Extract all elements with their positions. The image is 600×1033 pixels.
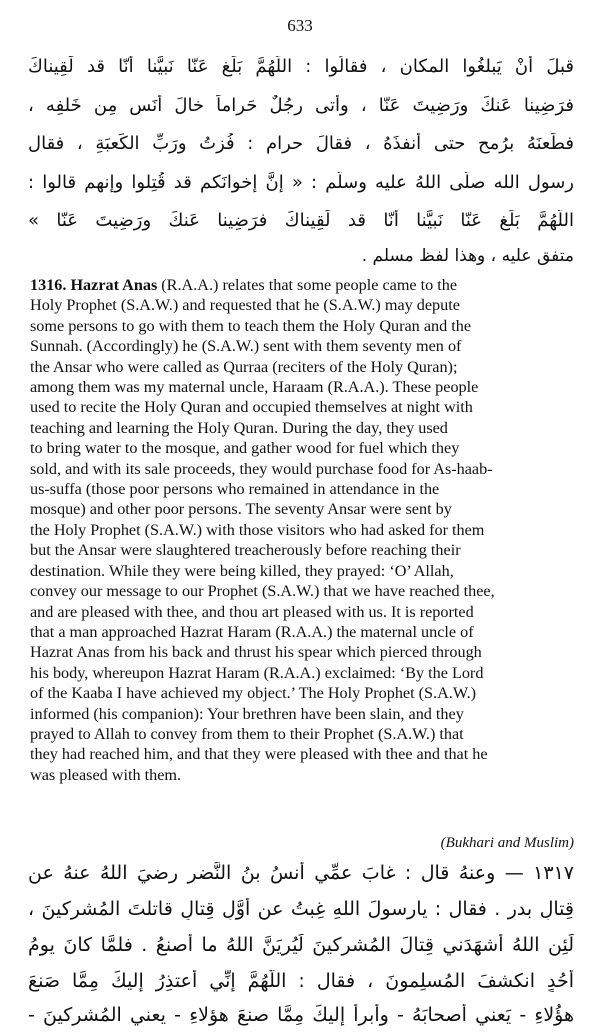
english-line: and are pleased with thee, and thou art pleased with us. It is reported: [30, 602, 474, 621]
arabic-top-line-5: اللّهُمَّ بَلِّغ عَنّا نَبيَّنا أنّا قد لَقِيناكَ فرَضِينا عَنكَ ورَضِيتَ عَنّا »: [28, 210, 574, 231]
english-paragraph: [30, 275, 575, 785]
english-first-line-rest: (R.A.A.) relates that some people came to the: [157, 276, 458, 294]
english-line: prayed to Allah to convey from them to their Prophet (S.A.W.) that: [30, 724, 464, 743]
english-line: used to recite the Holy Quran and occupied themselves at night with: [30, 398, 473, 417]
english-line: the Holy Prophet (S.A.W.) with those visitors who had asked for them: [30, 520, 485, 539]
english-line: his body, whereupon Hazrat Haram (R.A.A.) exclaimed: ‘By the Lord: [30, 663, 484, 682]
page-number: 633: [287, 16, 313, 35]
english-line: Holy Prophet (S.A.W.) and requested that he (S.A.W.) may depute: [30, 296, 460, 315]
english-line: mosque) and other poor persons. The seventy Ansar were sent by: [30, 500, 452, 519]
narrator-name: Hazrat Anas: [70, 276, 158, 294]
english-line: sold, and with its sale proceeds, they would purchase food for As-haab-: [30, 459, 493, 478]
english-line: was pleased with them.: [30, 765, 182, 784]
arabic-top-line-2: فرَضِينا عَنكَ ورَضِيتَ عَنّا ، وأتى رجُلٌ حَراماً خالَ أنَسٍ مِن خَلفِه ،: [28, 95, 574, 116]
english-line: they had reached him, and that they were pleased with thee and that he: [30, 745, 488, 764]
arabic-reference: متفق عليه ، وهذا لفظ مسلم .: [361, 246, 574, 266]
english-line: convey our message to our Prophet (S.A.W.) that we have reached thee,: [30, 582, 495, 601]
english-line: Hazrat Anas from his back and thrust his spear which pierced through: [30, 643, 482, 662]
hadith-source: (Bukhari and Muslim): [440, 835, 574, 851]
english-line: to bring water to the mosque, and gather wood for fuel which they: [30, 439, 460, 458]
arabic-bottom-line-3: لَئِنِ اللهُ أشهَدَني قِتالَ المُشركينَ لَيُرِيَنَّ اللهُ ما أصنعُ . فلمَّا كانَ يومُ: [28, 934, 574, 956]
english-line: of the Kaaba I have achieved my object.’ The Holy Prophet (S.A.W.): [30, 684, 477, 703]
arabic-bottom-line-2: قِتالِ بدرٍ . فقال : يارسولَ اللهِ غِبتُ عن أوَّلِ قِتالٍ قاتلتَ المُشركينَ ،: [28, 898, 574, 920]
english-line: that a man approached Hazrat Haram (R.A.A.) the maternal uncle of: [30, 622, 474, 641]
english-first-line: [30, 275, 575, 295]
english-line: Sunnah. (Accordingly) he (S.A.W.) sent with them seventy men of: [30, 337, 462, 356]
english-line: but the Ansar were slaughtered treacherously before reaching their: [30, 541, 461, 560]
arabic-top-line-3: فطَعنَهُ برُمحٍ حتى أنفذَهُ ، فقالَ حرام : فُزتُ ورَبِّ الكَعبَةِ ، فقال: [28, 133, 574, 154]
english-line: teaching and learning the Holy Quran. During the day, they used: [30, 418, 448, 437]
hadith-number: 1316.: [30, 276, 67, 294]
english-line: destination. While they were being killed, they prayed: ‘O’ Allah,: [30, 561, 454, 580]
arabic-top-line-4: رسول الله صلَّى اللهُ عليه وسلَّم : « إنَّ إخوانَكم قد قُتِلوا وإنهم قالوا :: [28, 172, 574, 193]
english-line: the Ansar who were called as Qurraa (reciters of the Holy Quran);: [30, 357, 458, 376]
english-line: informed (his companion): Your brethren have been slain, and they: [30, 704, 464, 723]
arabic-bottom-line-5: هؤُلاءِ - يَعني أصحابَهُ - وأبرأُ إليكَ مِمَّا صنعَ هؤلاءِ - يعني المُشركينَ -: [28, 1004, 574, 1026]
english-line: us-suffa (those poor persons who remained in attendance in the: [30, 480, 440, 499]
arabic-bottom-line-4: أُحُدٍ انكشفَ المُسلِمونَ ، فقال : اللّهُمَّ إنِّي أعتذِرُ إليكَ مِمَّا صَنعَ: [28, 970, 574, 992]
english-line: among them was my maternal uncle, Haraam (R.A.A.). These people: [30, 378, 479, 397]
english-line: some persons to go with them to teach them the Holy Quran and the: [30, 316, 472, 335]
arabic-top-line-1: قبلَ أنْ يَبلغُوا المكان ، فقالُوا : اللّهُمَّ بَلِّغ عَنّا نَبيَّنا أنّا قد لَقِيناكَ: [28, 56, 574, 77]
arabic-bottom-line-1: ١٣١٧ — وعنهُ قال : غابَ عمِّي أنسُ بنُ النَّضرِ رضيَ اللهُ عنهُ عن: [28, 862, 574, 884]
